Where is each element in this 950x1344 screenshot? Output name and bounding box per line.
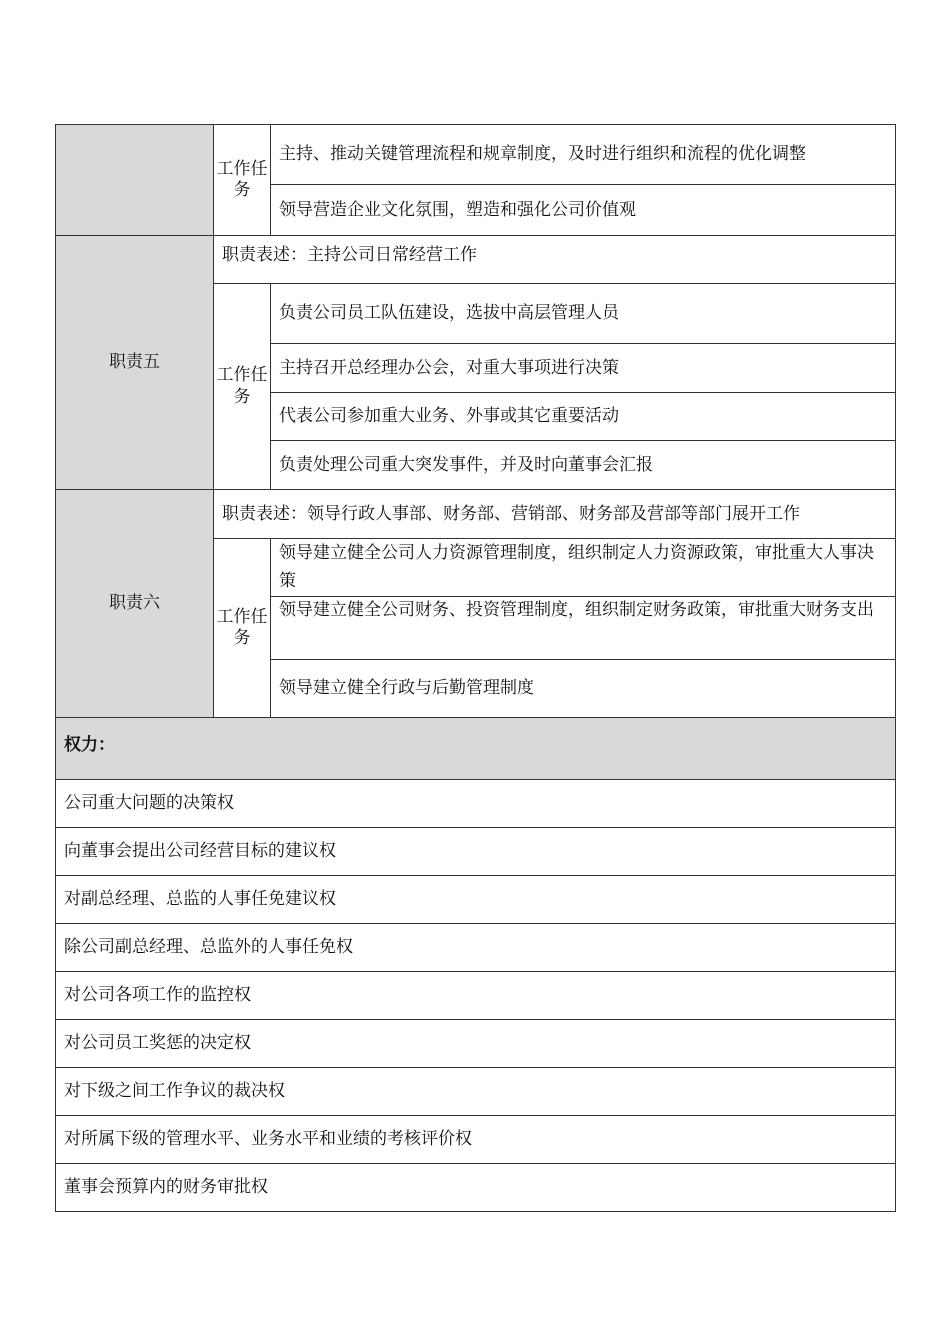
power-row <box>56 1164 896 1212</box>
power-row <box>56 972 896 1020</box>
power-item: 对下级之间工作争议的裁决权 <box>56 1068 896 1116</box>
task-item: 主持召开总经理办公会，对重大事项进行决策 <box>271 344 896 393</box>
power-row <box>56 828 896 876</box>
power-row <box>56 1068 896 1116</box>
task-label-prev: 工作任务 <box>214 125 271 236</box>
power-item: 对所属下级的管理水平、业务水平和业绩的考核评价权 <box>56 1116 896 1164</box>
power-row <box>56 924 896 972</box>
power-row <box>56 876 896 924</box>
power-item: 对公司员工奖惩的决定权 <box>56 1020 896 1068</box>
power-item: 除公司副总经理、总监外的人事任免权 <box>56 924 896 972</box>
power-row <box>56 1116 896 1164</box>
power-item: 公司重大问题的决策权 <box>56 780 896 828</box>
duty-label-5: 职责五 <box>56 236 214 490</box>
task-item: 领导建立健全公司财务、投资管理制度，组织制定财务政策，审批重大财务支出 <box>271 597 896 660</box>
task-item: 负责处理公司重大突发事件，并及时向董事会汇报 <box>271 441 896 490</box>
task-item: 领导营造企业文化氛围，塑造和强化公司价值观 <box>271 185 896 236</box>
task-item: 领导建立健全公司人力资源管理制度，组织制定人力资源政策，审批重大人事决策 <box>271 539 896 597</box>
table-row <box>56 236 896 284</box>
table-row <box>56 125 896 185</box>
task-label-5: 工作任务 <box>214 284 271 490</box>
power-item: 对副总经理、总监的人事任免建议权 <box>56 876 896 924</box>
task-item: 领导建立健全行政与后勤管理制度 <box>271 660 896 718</box>
task-item: 负责公司员工队伍建设，选拔中高层管理人员 <box>271 284 896 344</box>
task-item: 代表公司参加重大业务、外事或其它重要活动 <box>271 393 896 441</box>
duty-label-cell-prev <box>56 125 214 236</box>
power-row <box>56 780 896 828</box>
duty-summary-6: 职责表述：领导行政人事部、财务部、营销部、财务部及营部等部门展开工作 <box>214 490 896 539</box>
task-label-6: 工作任务 <box>214 539 271 718</box>
power-item: 向董事会提出公司经营目标的建议权 <box>56 828 896 876</box>
power-item: 对公司各项工作的监控权 <box>56 972 896 1020</box>
table-row <box>56 718 896 780</box>
duty-label-6: 职责六 <box>56 490 214 718</box>
task-item: 主持、推动关键管理流程和规章制度，及时进行组织和流程的优化调整 <box>271 125 896 185</box>
table-row <box>56 490 896 539</box>
power-item: 董事会预算内的财务审批权 <box>56 1164 896 1212</box>
powers-heading: 权力： <box>56 718 896 780</box>
duty-summary-5: 职责表述：主持公司日常经营工作 <box>214 236 896 284</box>
job-description-table <box>55 124 896 1212</box>
power-row <box>56 1020 896 1068</box>
